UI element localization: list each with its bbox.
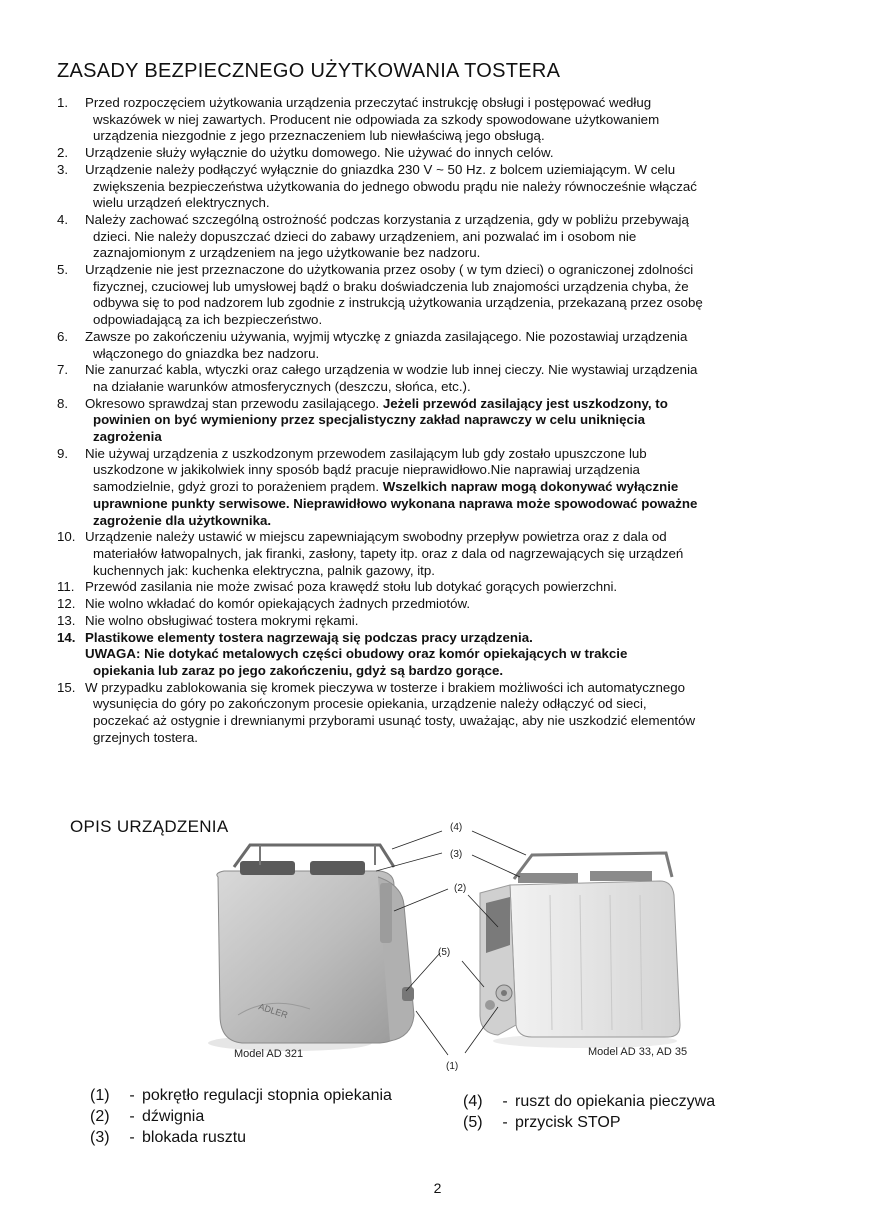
rule-number: 3. [57,161,69,177]
callout-3: (3) [450,849,463,860]
rule-number: 8. [57,395,69,411]
rule-text-segment: Nie zanurzać kabla, wtyczki oraz całego urządzenia w wodzie lub innej cieczy. Nie wystawiaj urządzenia [85,362,698,378]
rule-text-segment: Zawsze po zakończeniu używania, wyjmij wtyczkę z gniazda zasilającego. Nie pozostawiaj urządzenia [85,328,688,344]
rule-text-segment: materiałów łatwopalnych, jak firanki, zasłony, tapety itp. oraz z dala od nagrzewających się urządzeń [93,545,684,561]
rule-line [85,212,797,229]
rule-text-segment: zwiększenia bezpieczeństwa użytkowania do jednego obwodu prądu nie należy równocześnie włączać [93,178,697,194]
rule-line [85,696,797,713]
rule-line [85,229,797,246]
rule-line [85,546,797,563]
toaster-diagram [180,815,740,1075]
rule-line [85,362,797,379]
rule-line [85,112,797,129]
rule-text-segment: Urządzenie należy ustawić w miejscu zapewniającym swobodny przepływ powietrza oraz z dala od [85,529,667,545]
page-title: ZASADY BEZPIECZNEGO UŻYTKOWANIA TOSTERA [57,60,561,82]
rule-line [85,596,797,613]
rule-text-segment: poczekać aż ostygnie i drewnianymi przyborami usunąć tosty, uważając, aby nie uszkodzić elementów [93,713,696,729]
safety-rules-list [57,95,797,746]
rule-line [85,680,797,697]
rule-line [85,462,797,479]
rule-bold-text: Plastikowe elementy tostera nagrzewają się podczas pracy urządzenia. [85,629,533,645]
rule-line [85,479,797,496]
rule-item [57,212,797,262]
rule-line [85,329,797,346]
rule-text [85,362,797,395]
rule-line [85,312,797,329]
legend-item: (5) - przycisk STOP [463,1114,621,1131]
rule-text-segment: Przewód zasilania nie może zwisać poza krawędź stołu lub dotykać gorących powierzchni. [85,579,618,595]
rule-line [85,162,797,179]
rule-bold-text: Jeżeli przewód zasilający jest uszkodzony, to [382,395,668,411]
rule-line [85,663,797,680]
rule-line [85,730,797,747]
rule-line [85,95,797,112]
rule-line [85,646,797,663]
callout-4: (4) [450,822,463,833]
model-label-left: Model AD 321 [234,1048,304,1060]
rule-bold-text: opiekania lub zaraz po jego zakończeniu, gdyż są bardzo gorące. [93,662,504,678]
rule-line [85,145,797,162]
rule-line [85,446,797,463]
rule-item [57,145,797,162]
rule-item [57,362,797,395]
rule-text-segment: Urządzenie służy wyłącznie do użytku domowego. Nie używać do innych celów. [85,145,554,161]
rule-line [85,579,797,596]
legend-left [90,1085,392,1148]
rule-text-segment: Nie wolno wkładać do komór opiekających żadnych przedmiotów. [85,596,471,612]
rule-line [85,496,797,513]
rule-text [85,396,797,446]
rule-number: 6. [57,328,69,344]
rule-line [85,295,797,312]
rule-line [85,379,797,396]
rule-line [85,262,797,279]
rule-text [85,145,797,162]
rule-text-segment: na działanie warunków atmosferycznych (deszczu, słońca, etc.). [93,378,471,394]
rule-item [57,95,797,145]
rule-line [85,396,797,413]
rule-bold-text: uprawnione punkty serwisowe. Nieprawidłowo wykonana naprawa może spowodować poważne [93,495,698,511]
rule-text [85,95,797,145]
rule-item [57,396,797,446]
rule-number: 5. [57,262,69,278]
rule-line [85,429,797,446]
legend-item: (1) - pokrętło regulacji stopnia opiekania [90,1087,392,1104]
rule-text [85,596,797,613]
rule-number: 12. [57,596,76,612]
rule-text-segment: kuchennych jak: kuchenka elektryczna, palnik gazowy, itp. [93,562,435,578]
rule-line [85,279,797,296]
rule-text-segment: samodzielnie, gdyż grozi to porażeniem prądem. [93,479,383,495]
rule-line [85,412,797,429]
rule-number: 1. [57,95,69,110]
brand-logo: ADLER [257,1001,290,1021]
rule-text-segment: Nie wolno obsługiwać tostera mokrymi rękami. [85,612,359,628]
toaster-ad33-illustration [480,853,680,1048]
rule-text [85,529,797,579]
rule-text-segment: odbywa się to pod nadzorem lub zgodnie z instrukcją użytkowania urządzenia, przekazaną przez osobę [93,295,703,311]
rule-text-segment: fizycznej, czuciowej lub umysłowej bądź o braku doświadczenia lub znajomości urządzenia chyba, że [93,278,689,294]
rule-line [85,513,797,530]
rule-text [85,162,797,212]
rule-item [57,630,797,680]
callout-1: (1) [446,1061,459,1072]
rule-text-segment: urządzenia niezgodnie z jego przeznaczeniem lub niewłaściwą jego obsługą. [93,128,545,144]
rule-item [57,262,797,329]
rule-text-segment: Urządzenie należy podłączyć wyłącznie do gniazdka 230 V ~ 50 Hz. z bolcem uziemiającym. W celu [85,161,676,177]
legend-item: (2) - dźwignia [90,1108,205,1125]
rule-text-segment: uszkodzone w jakikolwiek inny sposób bądź pracuje nieprawidłowo.Nie naprawiaj urządzenia [93,462,640,478]
rule-line [85,630,797,647]
rule-text-segment: wskazówek w niej zawartych. Producent nie odpowiada za szkody spowodowane użytkowaniem [93,111,660,127]
rule-item [57,446,797,530]
rule-number: 9. [57,445,69,461]
rule-line [85,529,797,546]
callout-5: (5) [438,947,451,958]
rule-text [85,680,797,747]
rule-text-segment: Należy zachować szczególną ostrożność podczas korzystania z urządzenia, gdy w pobliżu przebywają [85,211,689,227]
rule-text-segment: wielu urządzeń elektrycznych. [93,195,270,211]
rule-bold-text: zagrożenie dla użytkownika. [93,512,272,528]
rule-item [57,579,797,596]
legend-item: (3) - blokada rusztu [90,1129,247,1146]
rule-text-segment: grzejnych tostera. [93,729,198,745]
rule-line [85,128,797,145]
rule-line [85,245,797,262]
rule-line [85,713,797,730]
rule-text-segment: odpowiadającą za ich bezpieczeństwo. [93,312,323,328]
rule-text-segment: dzieci. Nie należy dopuszczać dzieci do zabawy urządzeniem, ani pozwalać im i osobom nie [93,228,637,244]
rule-text-segment: zaznajomionym z urządzeniem na jego użytkowanie bez nadzoru. [93,245,481,261]
rule-number: 2. [57,145,69,161]
page-number: 2 [433,1180,442,1196]
rule-number: 13. [57,612,76,628]
rule-number: 15. [57,679,76,695]
toaster-ad321-illustration [208,845,414,1051]
rule-bold-text: powinien on być wymieniony przez specjalistyczny zakład naprawczy w celu uniknięcia [93,412,645,428]
rule-text [85,329,797,362]
rule-text [85,212,797,262]
rule-item [57,680,797,747]
rule-number: 4. [57,211,69,227]
rule-text [85,446,797,530]
rule-text-segment: włączonego do gniazdka bez nadzoru. [93,345,320,361]
rule-line [85,195,797,212]
rule-line [85,179,797,196]
rule-line [85,613,797,630]
rule-text-segment: Urządzenie nie jest przeznaczone do użytkowania przez osoby ( w tym dzieci) o ograniczonej zdolności [85,262,694,278]
model-label-right: Model AD 33, AD 35 [588,1046,688,1058]
rule-text [85,630,797,680]
legend-right [463,1091,715,1133]
rule-text [85,613,797,630]
rule-number: 14. [57,629,76,645]
rule-item [57,596,797,613]
rule-bold-text: zagrożenia [93,429,162,445]
rule-number: 7. [57,362,69,378]
rule-item [57,529,797,579]
legend-item: (4) - ruszt do opiekania pieczywa [463,1093,716,1110]
rule-number: 10. [57,529,76,545]
callout-2: (2) [454,883,467,894]
rule-bold-text: Wszelkich napraw mogą dokonywać wyłącznie [382,479,679,495]
rule-line [85,563,797,580]
rule-text-segment: Nie używaj urządzenia z uszkodzonym przewodem zasilającym lub gdy zostało upuszczone lub [85,445,647,461]
rule-text-segment: Okresowo sprawdzaj stan przewodu zasilającego. [85,395,383,411]
rule-text [85,579,797,596]
rule-text [85,262,797,329]
rule-text-segment: W przypadku zablokowania się kromek pieczywa w tosterze i brakiem możliwości ich automatycznego [85,679,686,695]
rule-bold-text: UWAGA: Nie dotykać metalowych części obudowy oraz komór opiekających w trakcie [85,646,628,662]
rule-text-segment: wysunięcia do góry po zakończonym procesie opiekania, urządzenie należy odłączyć od sieci, [93,696,647,712]
rule-number: 11. [57,579,75,595]
rule-item [57,613,797,630]
rule-item [57,329,797,362]
description-heading: OPIS URZĄDZENIA [70,817,229,836]
rule-text-segment: Przed rozpoczęciem użytkowania urządzenia przeczytać instrukcję obsługi i postępować według [85,95,652,110]
rule-line [85,346,797,363]
rule-item [57,162,797,212]
